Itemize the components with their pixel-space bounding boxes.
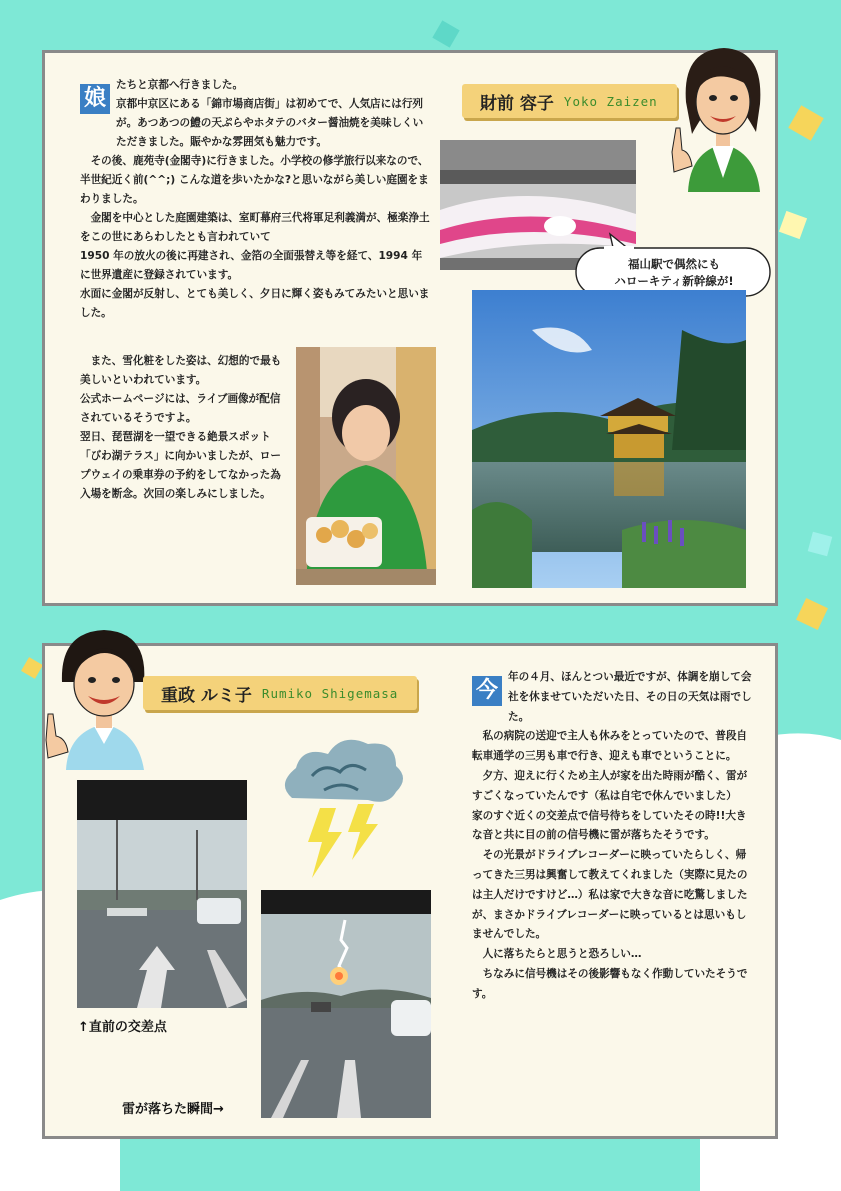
article-body-side <box>80 352 285 504</box>
article-body-top <box>80 76 430 323</box>
paragraph: 翌日、琵琶湖を一望できる絶景スポット「びわ湖テラス」に向かいましたが、ロープウェイの乗車券の予約をしてなかった為入場を断念。次回の楽しみにしました。 <box>80 431 281 500</box>
smiling-woman-illustration-icon <box>40 620 152 770</box>
caption-strike: 雷が落ちた瞬間→ <box>122 1102 224 1117</box>
speech-bubble-text <box>580 256 768 290</box>
speech-bubble-line: ハローキティ新幹線が! <box>614 274 734 288</box>
paragraph: 夕方、迎えに行くため主人が家を出た時雨が酷く、雷がすごくなっていたんです（私は自宅で休んでいました） <box>472 769 748 802</box>
paragraph: 水面に金閣が反射し、とても美しく、夕日に輝く姿もみてみたいと思いました。 <box>80 288 430 319</box>
thunder-cloud-icon <box>272 728 412 878</box>
author-namebar-shigemasa <box>143 676 417 710</box>
paragraph: 金閣を中心とした庭園建築は、室町幕府三代将軍足利義満が、極楽浄土をこの世にあらわしたとも言われていて <box>80 212 430 243</box>
dropcap-ima: 今 <box>472 676 502 706</box>
article-body-shigemasa <box>472 668 754 1005</box>
avatar-shigemasa <box>40 620 152 770</box>
caption-before: ↑直前の交差点 <box>78 1020 167 1035</box>
paragraph: その後、鹿苑寺(金閣寺)に行きました。小学校の修学旅行以来なので、半世紀近く前(^^;) こんな道を歩いたかな?と思いながら美しい庭園をまわりました。 <box>80 155 429 205</box>
paragraph: 1950 年の放火の後に再建され、金箔の全面張替え等を経て、1994 年に世界遺産に登録されています。 <box>80 250 423 281</box>
speech-bubble-line: 福山駅で偶然にも <box>628 257 720 271</box>
paragraph: その光景がドライブレコーダーに映っていたらしく、帰ってきた三男は興奮して教えてくれました（実際に見たのは主人だけですけど…）私は家で大きな音に吃驚しましたが、まさかドライブレコーダーに映っているとは思いもしませんでした。 <box>472 849 748 941</box>
paragraph: 私の病院の送迎で主人も休みをとっていたので、普段自転車通学の三男も車で行き、迎えも車でということに。 <box>472 730 748 763</box>
author-namebar-zaizen <box>462 84 677 118</box>
author-name: 重政 ルミ子 <box>161 685 252 706</box>
paragraph: 年の４月、ほんとつい最近ですが、体調を崩して会社を休ませていただいた日、その日の天気は雨でした。 <box>508 671 752 723</box>
photo-woman-skewers <box>296 347 436 585</box>
author-romaji: Rumiko Shigemasa <box>261 685 399 701</box>
avatar-zaizen <box>668 40 768 192</box>
paragraph: ちなみに信号機はその後影響もなく作動していたそうです。 <box>472 967 748 1000</box>
paragraph: たちと京都へ行きました。 <box>116 79 244 91</box>
author-name: 財前 容子 <box>480 93 554 114</box>
paragraph: また、雪化粧をした姿は、幻想的で最も美しいといわれています。 <box>80 355 282 386</box>
photo-dashcam-before <box>77 780 247 1008</box>
paragraph: 京都中京区にある「錦市場商店街」は初めてで、人気店には行列が。あつあつの鱧の天ぷらやホタテのバター醤油焼を美味しくいただきました。賑やかな雰囲気も魅力です。 <box>116 98 424 148</box>
photo-dashcam-strike <box>261 890 431 1118</box>
paragraph: 人に落ちたらと思うと恐ろしい… <box>482 948 642 961</box>
paragraph: 家のすぐ近くの交差点で信号待ちをしていたその時!!大きな音と共に目の前の信号機に雷が落ちたそうです。 <box>472 809 747 842</box>
lightning-bolt-icon <box>308 804 378 878</box>
paragraph: 公式ホームページには、ライブ画像が配信されているそうですよ。 <box>80 393 281 424</box>
photo-kinkakuji <box>472 290 746 588</box>
smiling-woman-illustration-icon <box>668 40 768 192</box>
dropcap-musume: 娘 <box>80 84 110 114</box>
author-romaji: Yoko Zaizen <box>563 93 658 109</box>
